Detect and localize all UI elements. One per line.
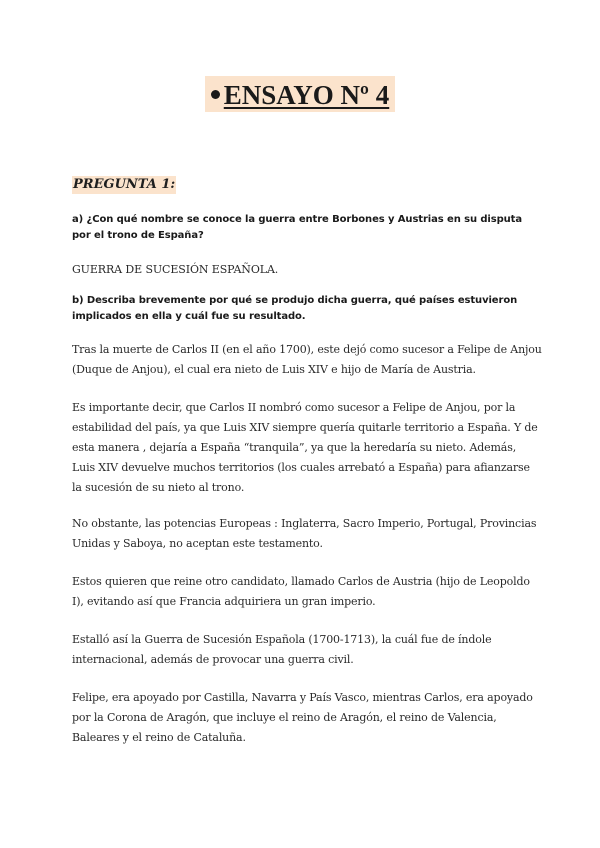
document-title-block [205,76,395,112]
paragraph: Es importante decir, que Carlos II nombró como sucesor a Felipe de Anjou, por la estabilidad del país, ya que Luis XIV siempre quería quitarle territorio a España. Y de esta manera , dejaría a España “tranquila”, ya que la heredaría su nieto. Además, Luis XIV devuelve muchos territorios (los cuales arrebató a España) para afianzarse la sucesión de su nieto al trono. [72,401,538,494]
paragraph: No obstante, las potencias Europeas : Inglaterra, Sacro Imperio, Portugal, Provincias Unidas y Saboya, no aceptan este testamento. [72,517,537,550]
paragraph: Estalló así la Guerra de Sucesión Española (1700-1713), la cuál fue de índole internacional, además de provocar una guerra civil. [72,633,492,666]
section-heading: PREGUNTA 1: [73,177,176,192]
answer-a: GUERRA DE SUCESIÓN ESPAÑOLA. [72,263,279,276]
bullet-icon [211,90,220,99]
document-title: ENSAYO Nº 4 [223,80,390,110]
title-container [0,76,600,112]
question-b: b) Describa brevemente por qué se produjo dicha guerra, qué países estuvieron implicados en ella y cuál fue su resultado. [72,295,518,322]
paragraph: Felipe, era apoyado por Castilla, Navarra y País Vasco, mientras Carlos, era apoyado por la Corona de Aragón, que incluye el reino de Aragón, el reino de Valencia, Baleares y el reino de Cataluña. [72,691,533,744]
question-a: a) ¿Con qué nombre se conoce la guerra entre Borbones y Austrias en su disputa por el trono de España? [72,214,522,241]
paragraph: Tras la muerte de Carlos II (en el año 1700), este dejó como sucesor a Felipe de Anjou (Duque de Anjou), el cual era nieto de Luis XIV e hijo de María de Austria. [72,343,542,376]
paragraph: Estos quieren que reine otro candidato, llamado Carlos de Austria (hijo de Leopoldo I), evitando así que Francia adquiriera un gran imperio. [72,575,530,608]
